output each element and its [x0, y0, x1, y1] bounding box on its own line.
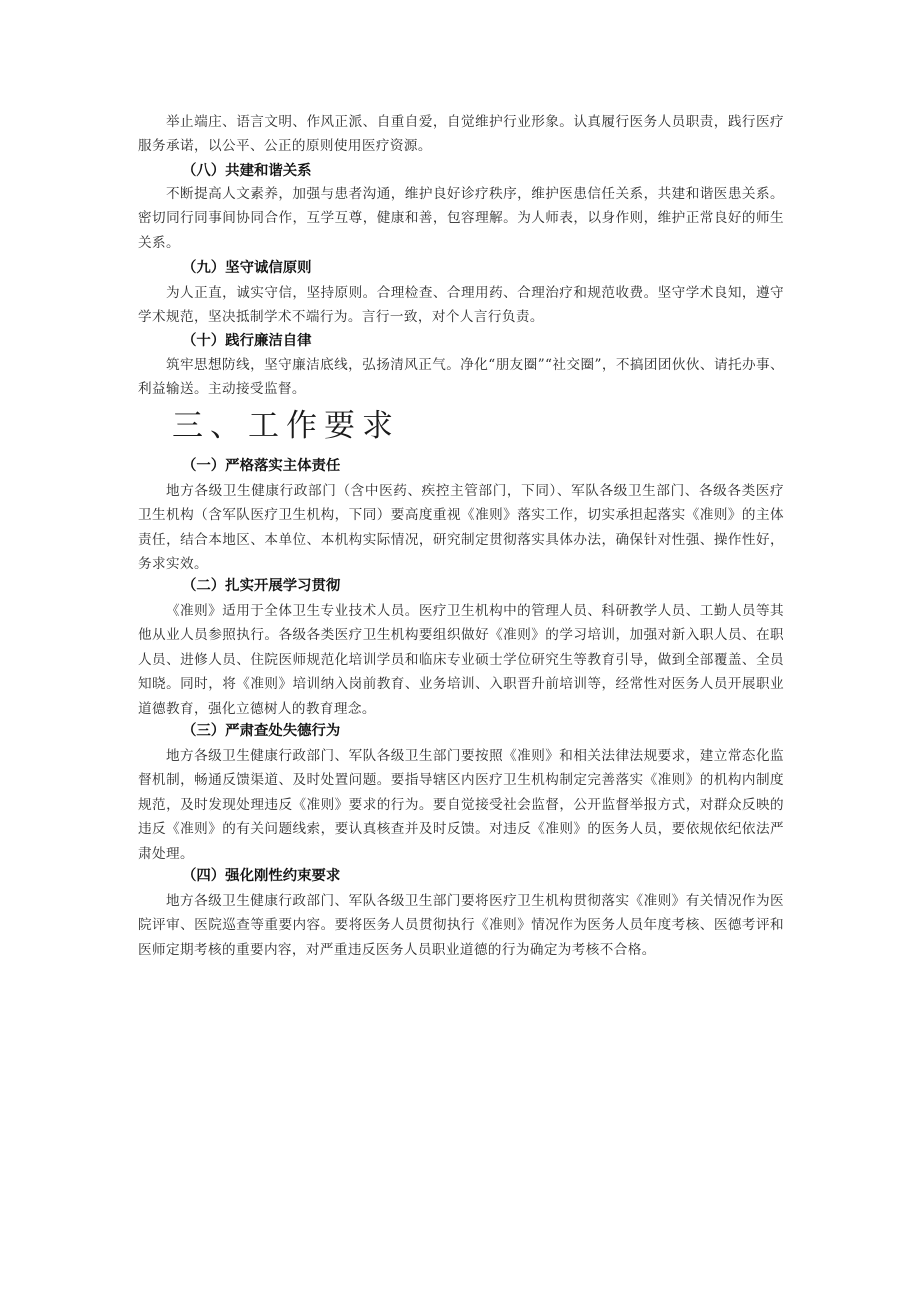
- subheading-investigate-misconduct: （三）严肃查处失德行为: [182, 723, 341, 739]
- paragraph-self-discipline: 筑牢思想防线，坚守廉洁底线，弘扬清风正气。净化“朋友圈”“社交圈”，不搞团团伙伙、请托办事、利益输送。主动接受监督。: [138, 357, 784, 398]
- paragraph-conduct: 举止端庄、语言文明、作风正派、自重自爱，自觉维护行业形象。认真履行医务人员职责，践行医疗服务承诺，以公平、公正的原则使用医疗资源。: [138, 114, 784, 155]
- subheading-rigid-constraints: （四）强化刚性约束要求: [182, 868, 341, 884]
- paragraph-rigid-constraints: 地方各级卫生健康行政部门、军队各级卫生部门要将医疗卫生机构贯彻落实《准则》有关情况作为医院评审、医院巡查等重要内容。要将医务人员贯彻执行《准则》情况作为医务人员年度考核、医德考评和医师定期考核的重要内容，对严重违反医务人员职业道德的行为确定为考核不合格。: [138, 893, 784, 958]
- subheading-study-implementation: （二）扎实开展学习贯彻: [182, 578, 341, 594]
- paragraph-investigate-misconduct: 地方各级卫生健康行政部门、军队各级卫生部门要按照《准则》和相关法律法规要求，建立常态化监督机制，畅通反馈渠道、及时处置问题。要指导辖区内医疗卫生机构制定完善落实《准则》的机构内制度规范，及时发现处理违反《准则》要求的行为。要自觉接受社会监督，公开监督举报方式，对群众反映的违反《准则》的有关问题线索，要认真核查并及时反馈。对违反《准则》的医务人员，要依规依纪依法严肃处理。: [138, 748, 784, 862]
- subheading-integrity: （九）坚守诚信原则: [182, 260, 312, 276]
- paragraph-main-responsibility: 地方各级卫生健康行政部门（含中医药、疾控主管部门，下同）、军队各级卫生部门、各级各类医疗卫生机构（含军队医疗卫生机构，下同）要高度重视《准则》落实工作，切实承担起落实《准则》的主体责任，结合本地区、本单位、本机构实际情况，研究制定贯彻落实具体办法，确保针对性强、操作性好，务求实效。: [138, 483, 784, 573]
- paragraph-study-implementation: 《准则》适用于全体卫生专业技术人员。医疗卫生机构中的管理人员、科研教学人员、工勤人员等其他从业人员参照执行。各级各类医疗卫生机构要组织做好《准则》的学习培训，加强对新入职人员、在职人员、进修人员、住院医师规范化培训学员和临床专业硕士学位研究生等教育引导，做到全部覆盖、全员知晓。同时，将《准则》培训纳入岗前教育、业务培训、入职晋升前培训等，经常性对医务人员开展职业道德教育，强化立德树人的教育理念。: [138, 603, 784, 717]
- subheading-main-responsibility: （一）严格落实主体责任: [182, 458, 341, 474]
- section-title-work-requirements: 三、工作要求: [172, 408, 400, 444]
- subheading-self-discipline: （十）践行廉洁自律: [182, 333, 312, 349]
- paragraph-harmonious-relations: 不断提高人文素养，加强与患者沟通，维护良好诊疗秩序，维护医患信任关系，共建和谐医患关系。密切同行同事间协同合作，互学互尊，健康和善，包容理解。为人师表，以身作则，维护正常良好的师生关系。: [138, 186, 784, 251]
- subheading-harmonious-relations: （八）共建和谐关系: [182, 163, 312, 179]
- paragraph-integrity: 为人正直，诚实守信，坚持原则。合理检查、合理用药、合理治疗和规范收费。坚守学术良知，遵守学术规范，坚决抵制学术不端行为。言行一致，对个人言行负责。: [138, 285, 784, 326]
